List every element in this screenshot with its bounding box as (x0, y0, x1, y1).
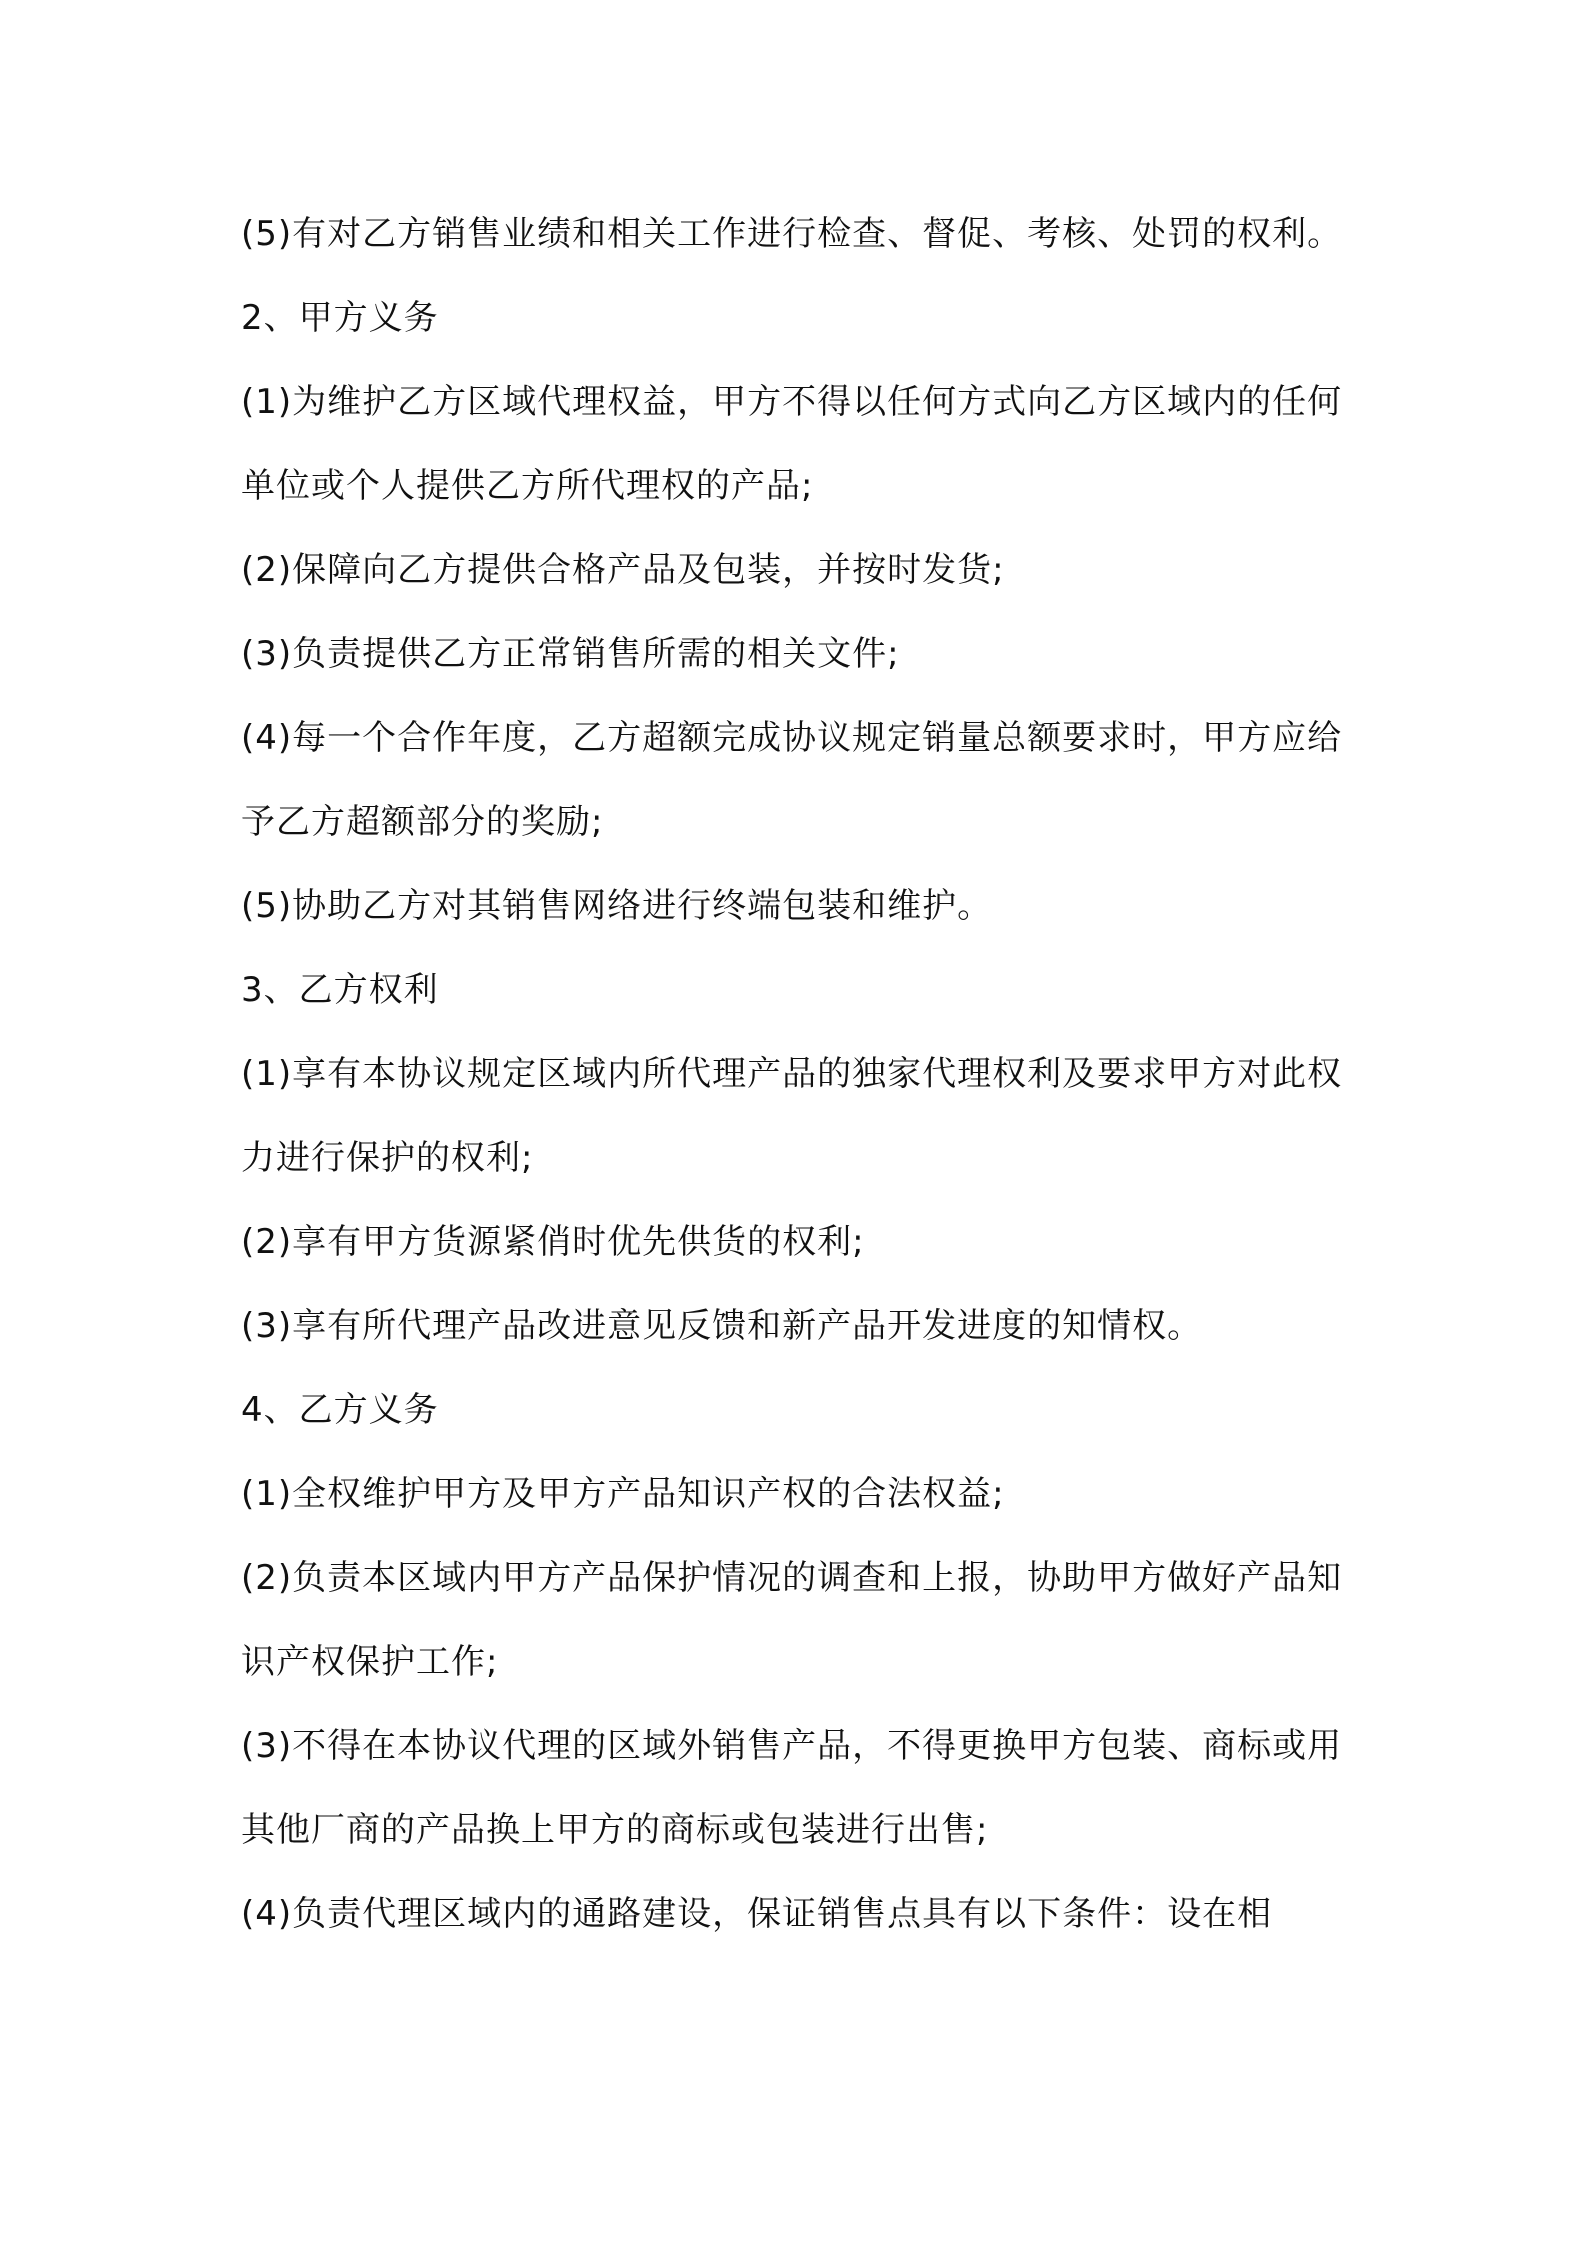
paragraph-party-a-right-5: (5)有对乙方销售业绩和相关工作进行检查、督促、考核、处罚的权利。 (241, 214, 1343, 254)
paragraph-party-b-right-3: (3)享有所代理产品改进意见反馈和新产品开发进度的知情权。 (241, 1306, 1203, 1346)
paragraph-party-a-obligation-4: (4)每一个合作年度，乙方超额完成协议规定销量总额要求时，甲方应给予乙方超额部分的奖励; (241, 718, 1343, 842)
paragraph-party-b-right-2: (2)享有甲方货源紧俏时优先供货的权利; (241, 1222, 865, 1262)
paragraph-party-a-obligation-3: (3)负责提供乙方正常销售所需的相关文件; (241, 634, 900, 674)
paragraph-party-b-obligation-4: (4)负责代理区域内的通路建设，保证销售点具有以下条件：设在相 (241, 1894, 1273, 1934)
document-body (241, 192, 1351, 1956)
paragraph-party-b-right-1: (1)享有本协议规定区域内所代理产品的独家代理权利及要求甲方对此权力进行保护的权利; (241, 1054, 1343, 1178)
paragraph-party-a-obligation-5: (5)协助乙方对其销售网络进行终端包装和维护。 (241, 886, 993, 926)
paragraph-party-b-obligation-2: (2)负责本区域内甲方产品保护情况的调查和上报，协助甲方做好产品知识产权保护工作; (241, 1558, 1343, 1682)
paragraph-party-a-obligation-2: (2)保障向乙方提供合格产品及包装，并按时发货; (241, 550, 1005, 590)
paragraph-party-a-obligation-1: (1)为维护乙方区域代理权益，甲方不得以任何方式向乙方区域内的任何单位或个人提供乙方所代理权的产品; (241, 382, 1343, 506)
heading-party-b-rights: 3、乙方权利 (241, 970, 439, 1010)
heading-party-b-obligations: 4、乙方义务 (241, 1390, 439, 1430)
paragraph-party-b-obligation-3: (3)不得在本协议代理的区域外销售产品，不得更换甲方包装、商标或用其他厂商的产品换上甲方的商标或包装进行出售; (241, 1726, 1343, 1850)
paragraph-party-b-obligation-1: (1)全权维护甲方及甲方产品知识产权的合法权益; (241, 1474, 1005, 1514)
heading-party-a-obligations: 2、甲方义务 (241, 298, 439, 338)
